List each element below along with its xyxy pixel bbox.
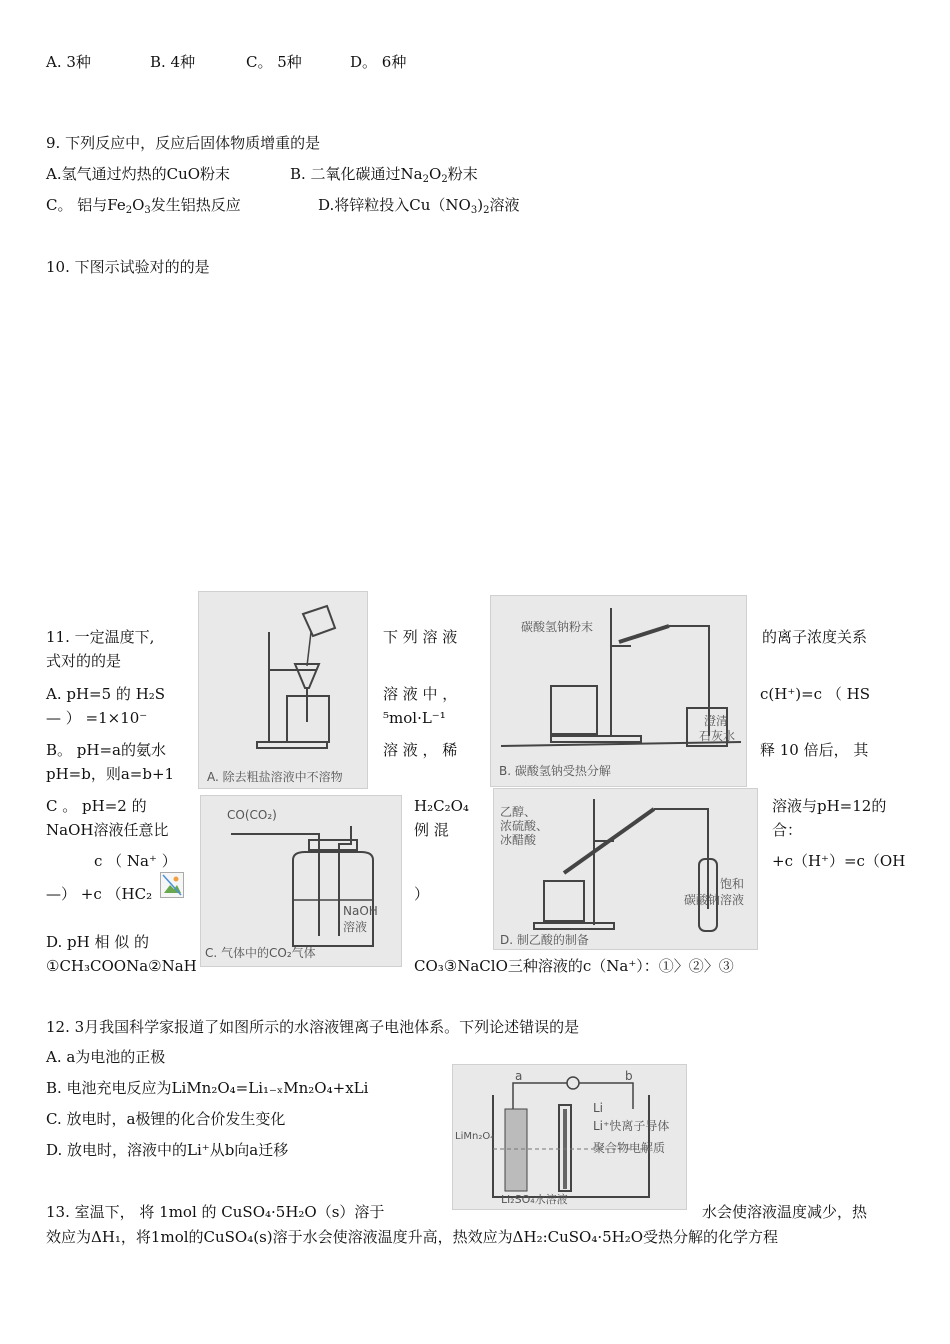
figure-b-caption: B. 碳酸氢钠受热分解 (499, 764, 611, 778)
figure-b-nahco3-decomposition (490, 595, 747, 787)
figure-c-gas-washing (200, 795, 402, 967)
figure-c-label-naoh: NaOH (343, 904, 378, 918)
battery-label-li: Li (593, 1101, 604, 1115)
filtration-apparatus-drawing (199, 592, 367, 788)
figure-d-label-na2co3: 碳酸钠溶液 (684, 893, 745, 907)
figure-a-caption: A. 除去粗盐溶液中不溶物 (207, 770, 343, 784)
q9-option-a: A.氢气通过灼热的CuO粉末 (46, 165, 231, 183)
q11-line5-b: 溶 液 ， 稀 (383, 741, 458, 759)
figure-b-label-powder: 碳酸氢钠粉末 (521, 620, 594, 634)
q12-stem: 12. 3月我国科学家报道了如图所示的水溶液锂离子电池体系。下列论述错误的是 (46, 1018, 580, 1036)
q11-line1-c: 的离子浓度关系 (762, 628, 868, 646)
q13-line1-a: 13. 室温下， 将 1mol 的 CuSO₄·5H₂O（s）溶于 (46, 1203, 385, 1221)
q11-line8-c: 合： (772, 821, 803, 839)
q8-option-c: C。 5种 (246, 53, 302, 71)
figure-d-label-acid: 浓硫酸、 (500, 819, 549, 833)
q11-line2: 式对的的是 (46, 652, 122, 670)
battery-label-b: b (625, 1069, 633, 1083)
q11-line8-b: 例 混 (414, 821, 449, 839)
q13-line1-b: 水会使溶液温度减少，热 (702, 1203, 868, 1221)
q11-line4-b: ⁵mol·L⁻¹ (383, 709, 446, 727)
figure-a-filtration (198, 591, 368, 789)
q12-option-a: A. a为电池的正极 (46, 1048, 166, 1066)
q8-option-a: A. 3种 (46, 53, 91, 71)
q11-line10-a: —） +c （HC₂ (46, 885, 153, 903)
battery-label-solution: Li₂SO₄水溶液 (501, 1193, 568, 1206)
q11-line10-b: ） (414, 885, 430, 903)
figure-b-label-limewater: 石灰水 (699, 729, 736, 743)
q11-line12-b: CO₃③NaClO三种溶液的c（Na⁺）：①〉②〉③ (414, 957, 734, 975)
q11-line7-b: H₂C₂O₄ (414, 797, 469, 815)
q9-option-b: B. 二氧化碳通过$Na_2O_2$粉末 (290, 165, 478, 185)
q9-option-d: D.将锌粒投入$Cu(NO_3)_2$溶液 (318, 196, 520, 216)
figure-c-label-solution: 溶液 (343, 920, 368, 934)
battery-label-a: a (515, 1069, 523, 1083)
figure-c-label-gas: CO(CO₂) (227, 808, 277, 822)
q8-option-b: B. 4种 (150, 53, 196, 71)
q11-line11-a: D. pH 相 似 的 (46, 933, 150, 951)
figure-d-label-ethanol: 乙醇、 (500, 805, 537, 819)
q11-line9-a: c （ Na⁺ ） (94, 852, 177, 870)
q12-option-b: B. 电池充电反应为LiMn₂O₄=Li₁₋ₓMn₂O₄+xLi (46, 1079, 369, 1097)
figure-d-ester-preparation (493, 788, 758, 950)
q11-line7-c: 溶液与pH=12的 (772, 797, 887, 815)
battery-label-lmo: LiMn₂O₄ (455, 1131, 495, 1142)
figure-d-caption: D. 制乙酸的制备 (500, 933, 589, 947)
q12-option-c: C. 放电时，a极锂的化合价发生变化 (46, 1110, 286, 1128)
q13-line2: 效应为ΔH₁，将1mol的CuSO₄(s)溶于水会使溶液温度升高，热效应为ΔH₂:CuSO₄·5H₂O受热分解的化学方程 (46, 1228, 779, 1246)
battery-label-polymer: 聚合物电解质 (593, 1141, 666, 1155)
figure-d-label-saturated: 饱和 (720, 877, 745, 891)
q11-line5-a: B。 pH=a的氨水 (46, 741, 166, 759)
q9-stem: 9. 下列反应中，反应后固体物质增重的是 (46, 134, 321, 152)
q11-line1-a: 11. 一定温度下, (46, 628, 155, 646)
q12-option-d: D. 放电时，溶液中的Li⁺从b向a迁移 (46, 1141, 289, 1159)
q11-line9-c: +c（H⁺）=c（OH (772, 852, 906, 870)
figure-d-label-acetic: 冰醋酸 (500, 833, 537, 847)
q11-line8-a: NaOH溶液任意比 (46, 821, 169, 839)
broken-image-icon (160, 872, 184, 898)
q11-line3-a: A. pH=5 的 H₂S (46, 685, 166, 703)
battery-label-conductor: Li⁺快离子导体 (593, 1119, 670, 1133)
q9-option-c: C。 铝与$Fe_2O_3$发生铝热反应 (46, 196, 241, 216)
q11-line4-a: — ） =1×10⁻ (46, 709, 148, 727)
q11-line5-c: 释 10 倍后， 其 (760, 741, 869, 759)
q11-line6: pH=b，则a=b+1 (46, 765, 175, 783)
q10-stem: 10. 下图示试验对的的是 (46, 258, 210, 276)
q11-line3-c: c(H⁺)=c （ HS (760, 685, 870, 703)
q8-option-d: D。 6种 (350, 53, 407, 71)
q11-line1-b: 下 列 溶 液 (383, 628, 458, 646)
figure-c-caption: C. 气体中的CO₂气体 (205, 946, 316, 960)
q11-line12-a: ①CH₃COONa②NaH (46, 957, 197, 975)
q11-line3-b: 溶 液 中 ， (383, 685, 458, 703)
figure-battery (452, 1064, 687, 1210)
figure-b-label-clear: 澄清 (704, 714, 729, 728)
q11-line7-a: C 。 pH=2 的 (46, 797, 147, 815)
